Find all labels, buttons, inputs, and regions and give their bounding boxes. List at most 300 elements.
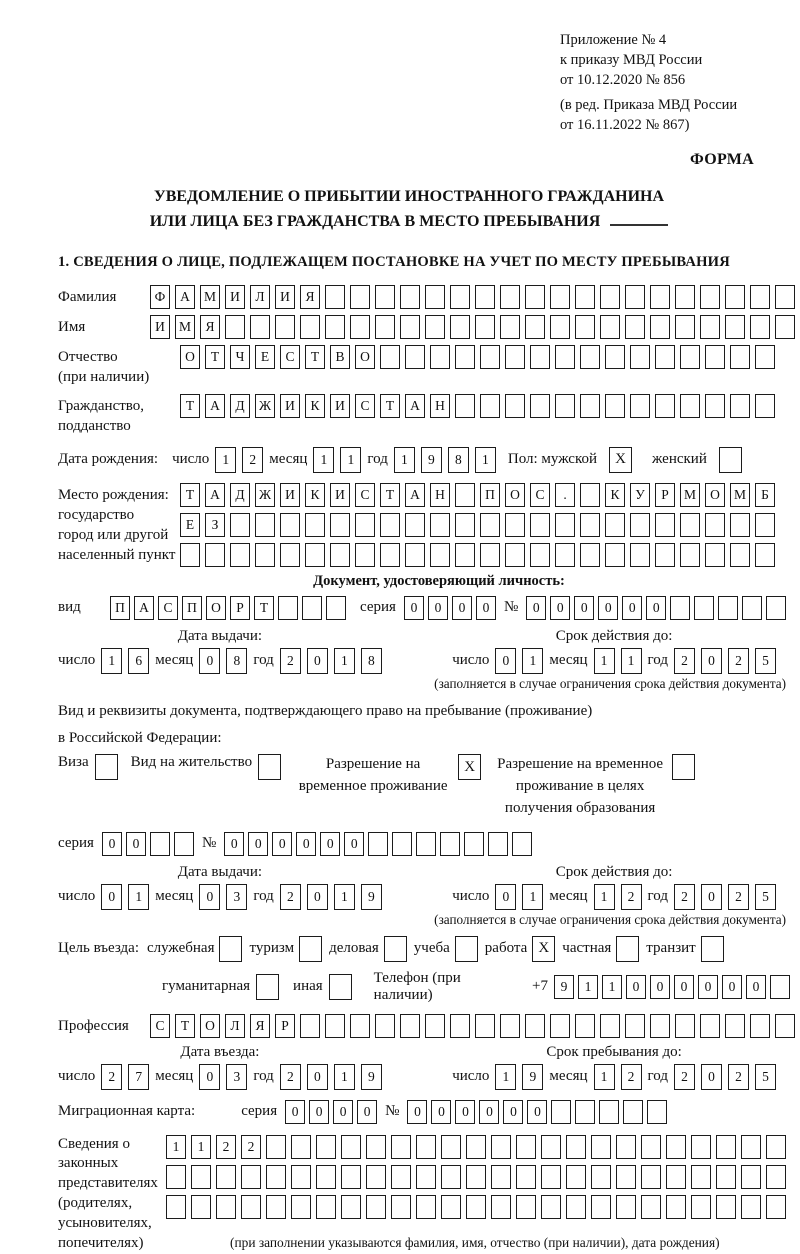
char-cell[interactable] [725,1014,745,1038]
char-cell[interactable]: 0 [701,884,722,910]
char-cell[interactable] [775,1014,795,1038]
char-cell[interactable]: 2 [280,648,301,674]
char-cell[interactable]: 0 [307,884,328,910]
char-cell[interactable]: Т [380,394,400,418]
char-cell[interactable] [480,543,500,567]
char-cell[interactable] [416,1135,436,1159]
char-cell[interactable] [641,1165,661,1189]
char-cell[interactable]: Е [180,513,200,537]
char-cell[interactable] [326,596,346,620]
char-cell[interactable]: 2 [674,884,695,910]
char-cell[interactable]: Я [250,1014,270,1038]
char-cell[interactable] [455,394,475,418]
char-cell[interactable] [405,543,425,567]
char-cell[interactable]: 0 [746,975,766,999]
char-cell[interactable]: 1 [495,1064,516,1090]
char-cell[interactable]: 1 [215,447,236,473]
char-cell[interactable]: 0 [495,884,516,910]
char-cell[interactable]: 0 [495,648,516,674]
char-cell[interactable]: П [110,596,130,620]
char-cell[interactable] [666,1195,686,1219]
char-cell[interactable] [500,285,520,309]
char-cell[interactable]: И [330,483,350,507]
char-cell[interactable] [716,1195,736,1219]
char-cell[interactable]: С [158,596,178,620]
char-cell[interactable]: 0 [646,596,666,620]
char-cell[interactable] [466,1195,486,1219]
char-cell[interactable]: 9 [361,1064,382,1090]
char-cell[interactable]: 0 [248,832,268,856]
char-cell[interactable] [766,1195,786,1219]
char-cell[interactable] [305,543,325,567]
char-cell[interactable] [330,513,350,537]
char-cell[interactable]: 0 [404,596,424,620]
char-cell[interactable] [716,1135,736,1159]
char-cell[interactable] [580,543,600,567]
char-cell[interactable]: В [330,345,350,369]
char-cell[interactable] [550,1014,570,1038]
char-cell[interactable] [350,1014,370,1038]
char-cell[interactable] [191,1165,211,1189]
char-cell[interactable]: Ч [230,345,250,369]
char-cell[interactable] [450,1014,470,1038]
char-cell[interactable] [275,315,295,339]
char-cell[interactable]: 2 [242,447,263,473]
char-cell[interactable]: 1 [522,884,543,910]
char-cell[interactable] [266,1165,286,1189]
char-cell[interactable] [216,1195,236,1219]
char-cell[interactable] [741,1135,761,1159]
char-cell[interactable] [341,1135,361,1159]
char-cell[interactable]: 1 [602,975,622,999]
char-cell[interactable]: С [530,483,550,507]
char-cell[interactable] [341,1195,361,1219]
char-cell[interactable] [505,543,525,567]
char-cell[interactable] [666,1135,686,1159]
char-cell[interactable] [766,1165,786,1189]
char-cell[interactable] [625,1014,645,1038]
visa-checkbox[interactable] [95,754,118,780]
char-cell[interactable]: 0 [309,1100,329,1124]
char-cell[interactable]: Е [255,345,275,369]
char-cell[interactable] [680,513,700,537]
char-cell[interactable]: 0 [102,832,122,856]
char-cell[interactable] [630,345,650,369]
char-cell[interactable] [605,513,625,537]
char-cell[interactable] [575,1014,595,1038]
char-cell[interactable] [605,394,625,418]
char-cell[interactable]: И [225,285,245,309]
char-cell[interactable] [375,1014,395,1038]
char-cell[interactable] [405,513,425,537]
char-cell[interactable]: 0 [479,1100,499,1124]
char-cell[interactable] [625,315,645,339]
char-cell[interactable] [368,832,388,856]
char-cell[interactable] [742,596,762,620]
char-cell[interactable] [441,1135,461,1159]
char-cell[interactable]: 1 [340,447,361,473]
char-cell[interactable]: О [505,483,525,507]
char-cell[interactable]: 6 [128,648,149,674]
char-cell[interactable]: А [405,394,425,418]
char-cell[interactable] [591,1135,611,1159]
char-cell[interactable]: 8 [448,447,469,473]
char-cell[interactable]: 2 [728,1064,749,1090]
char-cell[interactable] [741,1165,761,1189]
char-cell[interactable] [325,315,345,339]
char-cell[interactable] [755,345,775,369]
char-cell[interactable] [366,1165,386,1189]
char-cell[interactable]: 2 [241,1135,261,1159]
char-cell[interactable] [241,1165,261,1189]
char-cell[interactable]: 1 [394,447,415,473]
char-cell[interactable] [700,285,720,309]
char-cell[interactable] [500,315,520,339]
char-cell[interactable] [750,285,770,309]
char-cell[interactable] [230,513,250,537]
char-cell[interactable] [325,1014,345,1038]
char-cell[interactable] [600,1014,620,1038]
char-cell[interactable] [366,1135,386,1159]
char-cell[interactable] [766,1135,786,1159]
char-cell[interactable]: 2 [674,1064,695,1090]
char-cell[interactable] [516,1165,536,1189]
char-cell[interactable]: 0 [698,975,718,999]
char-cell[interactable] [566,1165,586,1189]
char-cell[interactable] [616,1135,636,1159]
char-cell[interactable]: Ж [255,483,275,507]
char-cell[interactable] [425,315,445,339]
char-cell[interactable] [425,1014,445,1038]
char-cell[interactable] [599,1100,619,1124]
char-cell[interactable] [555,543,575,567]
char-cell[interactable] [266,1135,286,1159]
char-cell[interactable]: 0 [126,832,146,856]
char-cell[interactable]: 0 [199,1064,220,1090]
char-cell[interactable] [705,513,725,537]
char-cell[interactable] [630,394,650,418]
char-cell[interactable] [205,543,225,567]
char-cell[interactable] [475,1014,495,1038]
char-cell[interactable] [475,285,495,309]
char-cell[interactable] [716,1165,736,1189]
char-cell[interactable]: Ф [150,285,170,309]
char-cell[interactable] [705,345,725,369]
char-cell[interactable] [241,1195,261,1219]
char-cell[interactable]: Н [430,394,450,418]
char-cell[interactable] [266,1195,286,1219]
char-cell[interactable] [675,315,695,339]
char-cell[interactable] [191,1195,211,1219]
char-cell[interactable]: 1 [313,447,334,473]
char-cell[interactable]: Т [180,483,200,507]
char-cell[interactable]: Н [430,483,450,507]
char-cell[interactable]: 2 [101,1064,122,1090]
char-cell[interactable]: Т [205,345,225,369]
char-cell[interactable] [464,832,484,856]
char-cell[interactable] [355,543,375,567]
char-cell[interactable] [330,543,350,567]
char-cell[interactable] [655,513,675,537]
char-cell[interactable] [516,1195,536,1219]
char-cell[interactable] [255,543,275,567]
char-cell[interactable]: 7 [128,1064,149,1090]
char-cell[interactable] [316,1165,336,1189]
char-cell[interactable] [591,1195,611,1219]
char-cell[interactable] [174,832,194,856]
char-cell[interactable]: 0 [199,884,220,910]
char-cell[interactable] [341,1165,361,1189]
char-cell[interactable] [430,345,450,369]
char-cell[interactable]: 1 [594,884,615,910]
char-cell[interactable] [491,1195,511,1219]
char-cell[interactable]: 1 [621,648,642,674]
char-cell[interactable]: 0 [452,596,472,620]
char-cell[interactable]: Я [300,285,320,309]
char-cell[interactable] [755,394,775,418]
char-cell[interactable]: У [630,483,650,507]
char-cell[interactable]: 5 [755,648,776,674]
char-cell[interactable] [430,513,450,537]
char-cell[interactable]: 1 [166,1135,186,1159]
char-cell[interactable]: Л [225,1014,245,1038]
char-cell[interactable] [391,1195,411,1219]
char-cell[interactable]: О [200,1014,220,1038]
char-cell[interactable] [755,543,775,567]
char-cell[interactable] [655,394,675,418]
sex-female-checkbox[interactable] [719,447,742,473]
char-cell[interactable] [691,1135,711,1159]
char-cell[interactable]: 2 [728,884,749,910]
char-cell[interactable]: 0 [344,832,364,856]
char-cell[interactable] [530,513,550,537]
char-cell[interactable] [770,975,790,999]
char-cell[interactable] [755,513,775,537]
char-cell[interactable] [230,543,250,567]
char-cell[interactable]: А [175,285,195,309]
char-cell[interactable]: 1 [191,1135,211,1159]
char-cell[interactable]: 1 [475,447,496,473]
char-cell[interactable]: А [205,394,225,418]
char-cell[interactable]: 0 [296,832,316,856]
char-cell[interactable]: 9 [361,884,382,910]
purpose-transit-checkbox[interactable] [701,936,724,962]
char-cell[interactable] [505,394,525,418]
char-cell[interactable]: 0 [285,1100,305,1124]
char-cell[interactable]: И [280,483,300,507]
char-cell[interactable] [441,1195,461,1219]
char-cell[interactable] [775,285,795,309]
char-cell[interactable] [440,832,460,856]
char-cell[interactable]: 1 [128,884,149,910]
char-cell[interactable] [551,1100,571,1124]
char-cell[interactable] [166,1165,186,1189]
char-cell[interactable] [416,1165,436,1189]
char-cell[interactable] [416,832,436,856]
char-cell[interactable] [475,315,495,339]
char-cell[interactable]: 0 [503,1100,523,1124]
char-cell[interactable] [350,285,370,309]
char-cell[interactable] [530,394,550,418]
char-cell[interactable] [525,315,545,339]
char-cell[interactable]: К [305,394,325,418]
char-cell[interactable] [647,1100,667,1124]
char-cell[interactable] [491,1165,511,1189]
char-cell[interactable] [670,596,690,620]
char-cell[interactable]: . [555,483,575,507]
char-cell[interactable] [455,543,475,567]
char-cell[interactable] [555,394,575,418]
char-cell[interactable]: 0 [650,975,670,999]
char-cell[interactable] [530,345,550,369]
char-cell[interactable] [300,315,320,339]
char-cell[interactable] [580,345,600,369]
char-cell[interactable] [430,543,450,567]
char-cell[interactable] [480,394,500,418]
char-cell[interactable] [655,543,675,567]
char-cell[interactable]: 1 [334,1064,355,1090]
char-cell[interactable]: П [480,483,500,507]
char-cell[interactable] [505,345,525,369]
purpose-tourism-checkbox[interactable] [299,936,322,962]
char-cell[interactable] [375,285,395,309]
char-cell[interactable] [392,832,412,856]
char-cell[interactable] [316,1195,336,1219]
char-cell[interactable]: М [680,483,700,507]
purpose-other-checkbox[interactable] [329,974,352,1000]
char-cell[interactable] [350,315,370,339]
temp-residence-checkbox[interactable]: X [458,754,481,780]
char-cell[interactable] [675,285,695,309]
purpose-study-checkbox[interactable] [455,936,478,962]
char-cell[interactable] [416,1195,436,1219]
char-cell[interactable] [505,513,525,537]
char-cell[interactable]: 0 [272,832,292,856]
char-cell[interactable] [580,394,600,418]
char-cell[interactable]: С [355,483,375,507]
char-cell[interactable]: О [705,483,725,507]
char-cell[interactable]: 0 [526,596,546,620]
char-cell[interactable]: А [205,483,225,507]
char-cell[interactable] [630,543,650,567]
char-cell[interactable] [730,394,750,418]
char-cell[interactable] [680,543,700,567]
char-cell[interactable] [255,513,275,537]
char-cell[interactable]: 0 [224,832,244,856]
char-cell[interactable]: 0 [626,975,646,999]
char-cell[interactable]: 0 [722,975,742,999]
char-cell[interactable]: М [200,285,220,309]
char-cell[interactable]: 0 [357,1100,377,1124]
char-cell[interactable] [623,1100,643,1124]
char-cell[interactable] [580,513,600,537]
char-cell[interactable] [530,543,550,567]
char-cell[interactable]: 0 [476,596,496,620]
char-cell[interactable] [550,315,570,339]
char-cell[interactable]: 0 [674,975,694,999]
char-cell[interactable] [541,1195,561,1219]
char-cell[interactable]: 9 [554,975,574,999]
char-cell[interactable]: 1 [334,648,355,674]
char-cell[interactable]: 0 [701,1064,722,1090]
char-cell[interactable]: 9 [522,1064,543,1090]
char-cell[interactable]: 0 [431,1100,451,1124]
char-cell[interactable] [705,394,725,418]
char-cell[interactable]: 0 [598,596,618,620]
char-cell[interactable] [616,1165,636,1189]
char-cell[interactable]: Т [254,596,274,620]
char-cell[interactable] [400,1014,420,1038]
char-cell[interactable] [525,285,545,309]
char-cell[interactable] [425,285,445,309]
char-cell[interactable] [566,1135,586,1159]
char-cell[interactable]: 0 [455,1100,475,1124]
char-cell[interactable] [550,285,570,309]
char-cell[interactable] [694,596,714,620]
char-cell[interactable]: 0 [307,1064,328,1090]
char-cell[interactable] [480,513,500,537]
char-cell[interactable] [450,315,470,339]
char-cell[interactable]: С [280,345,300,369]
char-cell[interactable]: Р [230,596,250,620]
char-cell[interactable] [225,315,245,339]
char-cell[interactable] [680,394,700,418]
purpose-humanitarian-checkbox[interactable] [256,974,279,1000]
char-cell[interactable] [455,513,475,537]
char-cell[interactable]: 2 [621,884,642,910]
char-cell[interactable] [405,345,425,369]
char-cell[interactable] [280,513,300,537]
char-cell[interactable]: Я [200,315,220,339]
char-cell[interactable] [400,285,420,309]
char-cell[interactable] [680,345,700,369]
char-cell[interactable] [280,543,300,567]
char-cell[interactable] [725,315,745,339]
char-cell[interactable] [600,315,620,339]
char-cell[interactable]: 3 [226,884,247,910]
char-cell[interactable] [380,345,400,369]
char-cell[interactable]: 3 [226,1064,247,1090]
char-cell[interactable] [591,1165,611,1189]
char-cell[interactable]: И [150,315,170,339]
char-cell[interactable] [380,543,400,567]
char-cell[interactable]: О [180,345,200,369]
char-cell[interactable]: Ж [255,394,275,418]
char-cell[interactable] [730,345,750,369]
char-cell[interactable]: Д [230,483,250,507]
char-cell[interactable]: 9 [421,447,442,473]
char-cell[interactable] [450,285,470,309]
char-cell[interactable] [605,543,625,567]
char-cell[interactable] [675,1014,695,1038]
char-cell[interactable] [580,483,600,507]
char-cell[interactable] [400,315,420,339]
char-cell[interactable] [355,513,375,537]
char-cell[interactable] [775,315,795,339]
char-cell[interactable] [366,1195,386,1219]
char-cell[interactable]: Т [305,345,325,369]
char-cell[interactable] [575,285,595,309]
char-cell[interactable]: 1 [594,1064,615,1090]
char-cell[interactable]: 8 [361,648,382,674]
char-cell[interactable] [500,1014,520,1038]
char-cell[interactable] [466,1165,486,1189]
char-cell[interactable]: 2 [674,648,695,674]
char-cell[interactable] [730,543,750,567]
char-cell[interactable]: 0 [307,648,328,674]
char-cell[interactable] [291,1135,311,1159]
char-cell[interactable] [766,596,786,620]
